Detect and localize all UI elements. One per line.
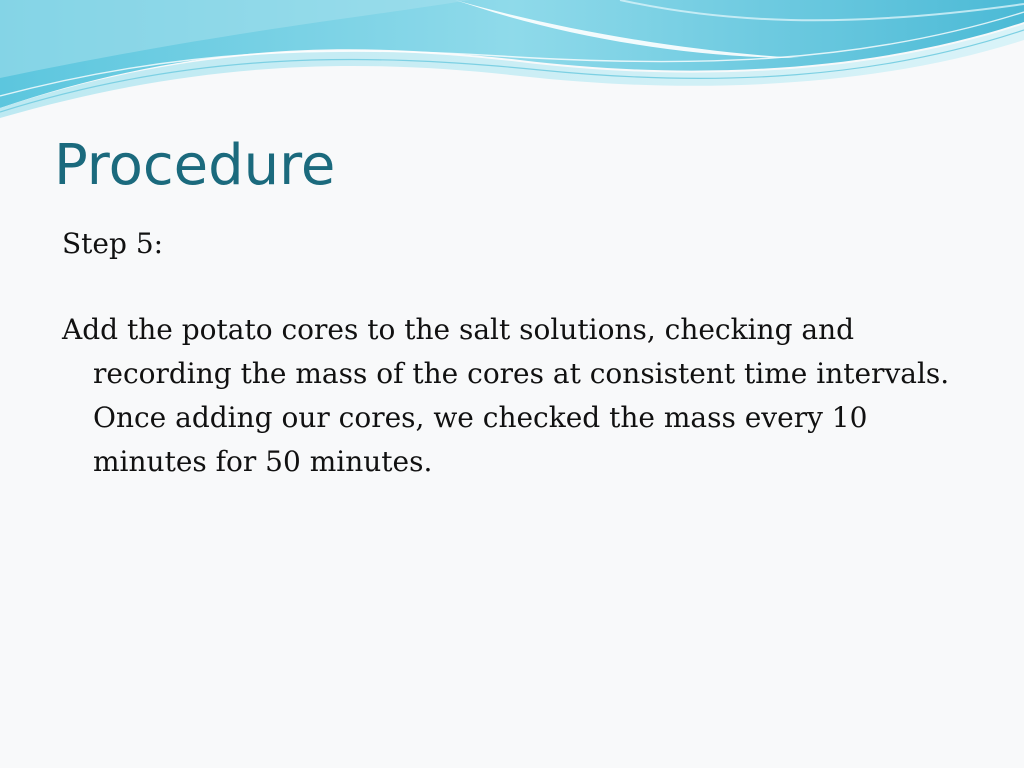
wave-header-decoration <box>0 0 1024 130</box>
slide-title: Procedure <box>54 133 336 198</box>
step-label: Step 5: <box>62 227 164 260</box>
slide-body <box>62 222 972 484</box>
step-description: Add the potato cores to the salt solutions, checking and recording the mass of the cores at consistent time intervals. Once adding our cores, we checked the mass every 10 minutes for 50 minutes. <box>62 313 950 478</box>
